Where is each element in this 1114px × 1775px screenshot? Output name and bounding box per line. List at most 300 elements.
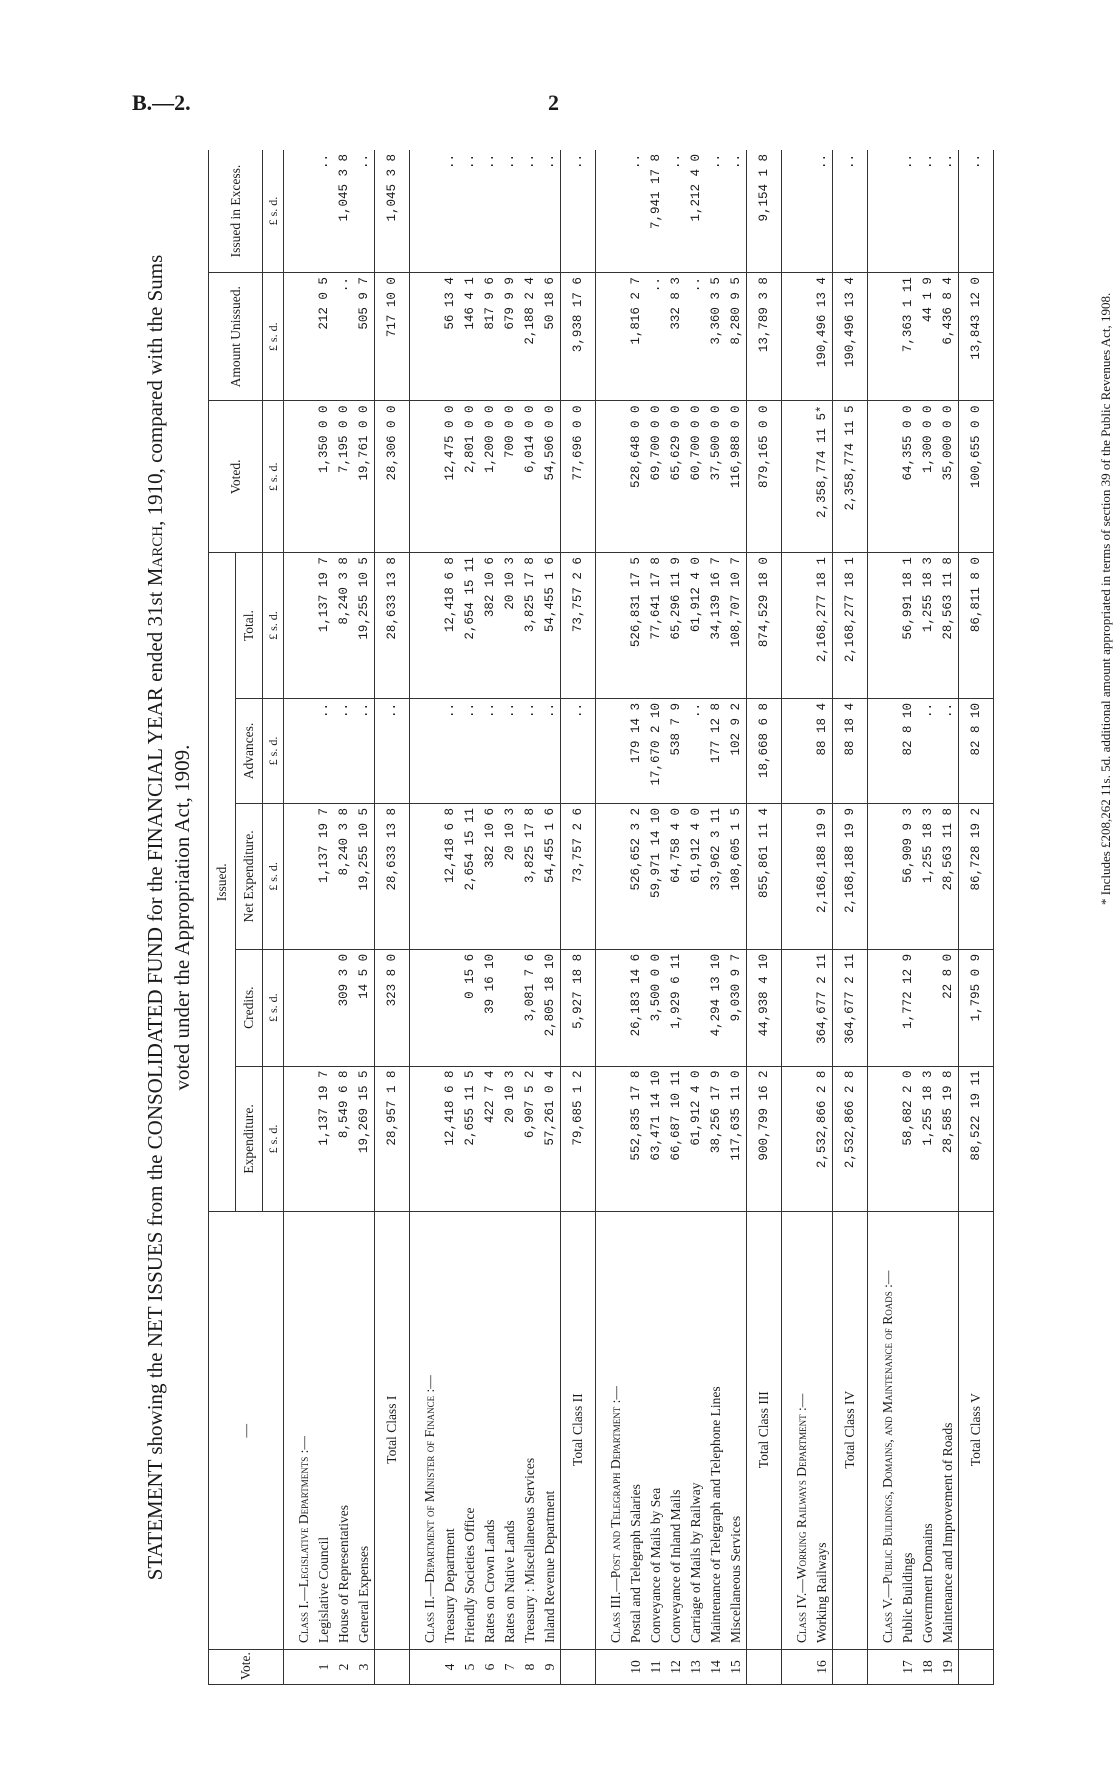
spacer-cell <box>782 150 793 273</box>
total-adv: 18,668 6 8 <box>747 698 782 803</box>
item-description: Friendly Societies Office <box>460 1212 480 1650</box>
amount-cell <box>792 150 812 273</box>
amount-adv: 88 18 4 <box>812 698 833 803</box>
spacer-cell <box>410 1650 421 1685</box>
amount-un: .. <box>646 273 666 401</box>
amount-exp: 57,261 0 4 <box>540 1066 561 1212</box>
item-description: Treasury : Miscellaneous Services <box>520 1212 540 1650</box>
spacer-cell <box>782 1650 793 1685</box>
amount-cell <box>878 553 898 699</box>
amount-exp: 20 10 3 <box>500 1066 520 1212</box>
spacer-cell <box>284 804 295 950</box>
amount-voted: 1,200 0 0 <box>480 401 500 553</box>
amount-cell <box>792 401 812 553</box>
vote-cell <box>959 1650 994 1685</box>
total-net: 73,757 2 6 <box>561 804 596 950</box>
amount-voted: 37,500 0 0 <box>706 401 726 553</box>
vote-number: 10 <box>626 1650 646 1685</box>
amount-exp: 8,549 6 8 <box>334 1066 354 1212</box>
unit-label: £ s. d. <box>263 1066 284 1212</box>
amount-adv: .. <box>440 698 460 803</box>
total-adv: .. <box>375 698 410 803</box>
amount-cell <box>420 150 440 273</box>
amount-net: 54,455 1 6 <box>540 804 561 950</box>
amount-exp: 19,269 15 5 <box>354 1066 375 1212</box>
amount-cell <box>294 698 314 803</box>
table-row <box>938 150 959 1685</box>
class-heading: Class III.—Post and Telegraph Department :— <box>606 1212 626 1650</box>
unissued-header: Amount Unissued. <box>209 273 263 401</box>
amount-cred <box>686 949 706 1066</box>
spacer-cell <box>868 698 879 803</box>
spacer-cell <box>410 1066 421 1212</box>
amount-cell <box>294 273 314 401</box>
vote-cell <box>878 1650 898 1685</box>
total-label: Total Class III <box>747 1212 782 1650</box>
spacer-cell <box>284 401 295 553</box>
table-row <box>918 150 938 1685</box>
amount-tot: 20 10 3 <box>500 553 520 699</box>
table-row <box>334 150 354 1685</box>
table-row <box>646 150 666 1685</box>
spacer-cell <box>596 553 607 699</box>
amount-exc: .. <box>314 150 334 273</box>
class-heading-row <box>294 150 314 1685</box>
statement-title: STATEMENT showing the NET ISSUES from the CONSOLIDATED FUND for the FINANCIAL YEAR ended 31st March, 1910, compared with the Sums voted under the Appropriation Act, 1909. <box>142 150 196 1685</box>
amount-un: 212 0 5 <box>314 273 334 401</box>
amount-exc: .. <box>540 150 561 273</box>
amount-exc: .. <box>898 150 918 273</box>
amount-tot: 2,654 15 11 <box>460 553 480 699</box>
spacer-cell <box>868 150 879 273</box>
spacer-cell <box>596 273 607 401</box>
spacer-cell <box>410 698 421 803</box>
total-header: Total. <box>236 553 263 699</box>
table-row <box>812 150 833 1685</box>
amount-cell <box>792 273 812 401</box>
class-heading: Class IV.—Working Railways Department :— <box>792 1212 812 1650</box>
amount-exc: 1,212 4 0 <box>686 150 706 273</box>
spacer-cell <box>284 150 295 273</box>
amount-cell <box>420 401 440 553</box>
amount-cred: 9,030 9 7 <box>726 949 747 1066</box>
amount-exp: 422 7 4 <box>480 1066 500 1212</box>
credits-header: Credits. <box>236 949 263 1066</box>
amount-cell <box>792 553 812 699</box>
amount-un: 505 9 7 <box>354 273 375 401</box>
amount-net: 108,605 1 5 <box>726 804 747 950</box>
amount-tot: 54,455 1 6 <box>540 553 561 699</box>
amount-net: 1,255 18 3 <box>918 804 938 950</box>
amount-adv: 177 12 8 <box>706 698 726 803</box>
spacer-cell <box>782 401 793 553</box>
amount-net: 61,912 4 0 <box>686 804 706 950</box>
vote-number: 1 <box>314 1650 334 1685</box>
vote-cell <box>792 1650 812 1685</box>
amount-exp: 1,137 19 7 <box>314 1066 334 1212</box>
amount-exp: 2,532,866 2 8 <box>812 1066 833 1212</box>
total-label: Total Class I <box>375 1212 410 1650</box>
total-tot: 73,757 2 6 <box>561 553 596 699</box>
amount-exc: .. <box>938 150 959 273</box>
spacer-cell <box>596 401 607 553</box>
amount-cred <box>440 949 460 1066</box>
amount-adv: .. <box>354 698 375 803</box>
amount-net: 12,418 6 8 <box>440 804 460 950</box>
spacer-cell <box>410 553 421 699</box>
amount-voted: 116,988 0 0 <box>726 401 747 553</box>
amount-voted: 65,629 0 0 <box>666 401 686 553</box>
table-row <box>314 150 334 1685</box>
total-exc: 9,154 1 8 <box>747 150 782 273</box>
spacer-cell <box>868 273 879 401</box>
total-cred: 1,795 0 9 <box>959 949 994 1066</box>
table-row <box>666 150 686 1685</box>
total-exp: 900,799 16 2 <box>747 1066 782 1212</box>
amount-cred: 0 15 6 <box>460 949 480 1066</box>
table-row <box>460 150 480 1685</box>
amount-net: 382 10 6 <box>480 804 500 950</box>
amount-cell <box>420 698 440 803</box>
spacer-cell <box>868 1650 879 1685</box>
amount-exc: .. <box>726 150 747 273</box>
vote-number: 19 <box>938 1650 959 1685</box>
item-description: Working Railways <box>812 1212 833 1650</box>
amount-tot: 12,418 6 8 <box>440 553 460 699</box>
spacer-cell <box>410 804 421 950</box>
spacer-cell <box>284 698 295 803</box>
amount-tot: 34,139 16 7 <box>706 553 726 699</box>
amount-cred <box>500 949 520 1066</box>
amount-voted: 60,700 0 0 <box>686 401 706 553</box>
footnote: * Includes £208,262 11s. 5d. additional amount appropriated in terms of section 39 of the Public Revenues Act, 1908. <box>1098 292 1113 905</box>
spacer-cell <box>284 553 295 699</box>
total-row <box>833 150 868 1685</box>
amount-exp: 6,907 5 2 <box>520 1066 540 1212</box>
amount-cell <box>294 804 314 950</box>
amount-voted: 700 0 0 <box>500 401 520 553</box>
amount-cell <box>294 553 314 699</box>
unit-label: £ s. d. <box>263 949 284 1066</box>
amount-cred: 39 16 10 <box>480 949 500 1066</box>
amount-adv: 102 9 2 <box>726 698 747 803</box>
vote-cell <box>561 1650 596 1685</box>
amount-adv: .. <box>480 698 500 803</box>
amount-cell <box>294 1066 314 1212</box>
amount-cell <box>606 401 626 553</box>
amount-net: 1,137 19 7 <box>314 804 334 950</box>
item-description: Carriage of Mails by Railway <box>686 1212 706 1650</box>
amount-tot: 77,641 17 8 <box>646 553 666 699</box>
class-heading-row <box>792 150 812 1685</box>
amount-cred: 14 5 0 <box>354 949 375 1066</box>
vote-number: 6 <box>480 1650 500 1685</box>
spacer-cell <box>410 401 421 553</box>
amount-un: 1,816 2 7 <box>626 273 646 401</box>
amount-net: 59,971 14 10 <box>646 804 666 950</box>
amount-un: 56 13 4 <box>440 273 460 401</box>
item-description: Rates on Crown Lands <box>480 1212 500 1650</box>
table-row <box>440 150 460 1685</box>
amount-cred <box>314 949 334 1066</box>
amount-cred: 3,500 0 0 <box>646 949 666 1066</box>
advances-header: Advances. <box>236 698 263 803</box>
amount-cell <box>878 698 898 803</box>
total-tot: 874,529 18 0 <box>747 553 782 699</box>
vote-number: 5 <box>460 1650 480 1685</box>
spacer-cell <box>410 1212 421 1650</box>
amount-net: 64,758 4 0 <box>666 804 686 950</box>
spacer-cell <box>782 698 793 803</box>
amount-voted: 528,648 0 0 <box>626 401 646 553</box>
total-un: 13,789 3 8 <box>747 273 782 401</box>
amount-exp: 12,418 6 8 <box>440 1066 460 1212</box>
net-expenditure-header: Net Expenditure. <box>236 804 263 950</box>
amount-exp: 63,471 14 10 <box>646 1066 666 1212</box>
spacer-cell <box>782 949 793 1066</box>
total-exp: 28,957 1 8 <box>375 1066 410 1212</box>
table-row <box>626 150 646 1685</box>
amount-cell <box>420 1066 440 1212</box>
total-exc: .. <box>833 150 868 273</box>
spacer-cell <box>868 1066 879 1212</box>
amount-un: 44 1 9 <box>918 273 938 401</box>
table-row <box>540 150 561 1685</box>
amount-exp: 1,255 18 3 <box>918 1066 938 1212</box>
total-un: 3,938 17 6 <box>561 273 596 401</box>
item-description: Maintenance and Improvement of Roads <box>938 1212 959 1650</box>
amount-exc: .. <box>354 150 375 273</box>
table-row <box>520 150 540 1685</box>
amount-voted: 1,300 0 0 <box>918 401 938 553</box>
amount-exp: 58,682 2 0 <box>898 1066 918 1212</box>
amount-cell <box>294 949 314 1066</box>
amount-cell <box>878 401 898 553</box>
class-heading-row <box>878 150 898 1685</box>
amount-voted: 1,350 0 0 <box>314 401 334 553</box>
amount-un: 679 9 9 <box>500 273 520 401</box>
total-exp: 2,532,866 2 8 <box>833 1066 868 1212</box>
amount-exc: 7,941 17 8 <box>646 150 666 273</box>
total-tot: 86,811 8 0 <box>959 553 994 699</box>
total-row <box>375 150 410 1685</box>
amount-voted: 7,195 0 0 <box>334 401 354 553</box>
spacer-cell <box>868 401 879 553</box>
amount-tot: 1,255 18 3 <box>918 553 938 699</box>
item-description: Public Buildings <box>898 1212 918 1650</box>
table-row <box>726 150 747 1685</box>
amount-voted: 2,358,774 11 5* <box>812 401 833 553</box>
amount-cell <box>606 150 626 273</box>
amount-exc: .. <box>460 150 480 273</box>
spacer-row <box>782 150 793 1685</box>
amount-exc: .. <box>440 150 460 273</box>
total-adv: .. <box>561 698 596 803</box>
excess-header: Issued in Excess. <box>209 150 263 273</box>
amount-cell <box>878 1066 898 1212</box>
total-voted: 879,165 0 0 <box>747 401 782 553</box>
vote-number: 15 <box>726 1650 747 1685</box>
vote-cell <box>747 1650 782 1685</box>
amount-exc: .. <box>480 150 500 273</box>
spacer-cell <box>596 1066 607 1212</box>
issues-table <box>208 150 994 1685</box>
spacer-cell <box>284 1212 295 1650</box>
total-row <box>561 150 596 1685</box>
item-description: Postal and Telegraph Salaries <box>626 1212 646 1650</box>
total-exc: .. <box>959 150 994 273</box>
item-description: Treasury Department <box>440 1212 460 1650</box>
amount-cell <box>792 698 812 803</box>
amount-adv: .. <box>918 698 938 803</box>
amount-voted: 2,801 0 0 <box>460 401 480 553</box>
amount-cred: 3,081 7 6 <box>520 949 540 1066</box>
total-row <box>747 150 782 1685</box>
table-row <box>480 150 500 1685</box>
total-voted: 2,358,774 11 5 <box>833 401 868 553</box>
amount-exc: 1,045 3 8 <box>334 150 354 273</box>
amount-cell <box>294 401 314 553</box>
amount-tot: 382 10 6 <box>480 553 500 699</box>
amount-cell <box>420 804 440 950</box>
spacer-cell <box>284 1066 295 1212</box>
spacer-cell <box>596 1212 607 1650</box>
table-row <box>898 150 918 1685</box>
amount-un: 3,360 3 5 <box>706 273 726 401</box>
amount-net: 28,563 11 8 <box>938 804 959 950</box>
spacer-row <box>284 150 295 1685</box>
item-description: Government Domains <box>918 1212 938 1650</box>
table-row <box>686 150 706 1685</box>
unit-label: £ s. d. <box>263 273 284 401</box>
total-voted: 28,306 0 0 <box>375 401 410 553</box>
vote-cell <box>833 1650 868 1685</box>
expenditure-header: Expenditure. <box>236 1066 263 1212</box>
table-body <box>284 150 994 1685</box>
amount-adv: 179 14 3 <box>626 698 646 803</box>
amount-net: 19,255 10 5 <box>354 804 375 950</box>
amount-tot: 56,991 18 1 <box>898 553 918 699</box>
vote-number: 4 <box>440 1650 460 1685</box>
spacer-row <box>868 150 879 1685</box>
amount-cred: 2,805 18 10 <box>540 949 561 1066</box>
unit-label: £ s. d. <box>263 698 284 803</box>
amount-cred: 309 3 0 <box>334 949 354 1066</box>
spacer-cell <box>868 949 879 1066</box>
spacer-cell <box>868 804 879 950</box>
total-exc: 1,045 3 8 <box>375 150 410 273</box>
amount-voted: 64,355 0 0 <box>898 401 918 553</box>
amount-un: 2,188 2 4 <box>520 273 540 401</box>
amount-net: 526,652 3 2 <box>626 804 646 950</box>
vote-number: 9 <box>540 1650 561 1685</box>
item-description: General Expenses <box>354 1212 375 1650</box>
total-cred: 5,927 18 8 <box>561 949 596 1066</box>
amount-un: 50 18 6 <box>540 273 561 401</box>
spacer-cell <box>596 150 607 273</box>
total-net: 855,861 11 4 <box>747 804 782 950</box>
vote-header: Vote. <box>209 1650 284 1685</box>
page-code: B.—2. <box>132 90 191 115</box>
table-row <box>706 150 726 1685</box>
vote-number: 13 <box>686 1650 706 1685</box>
amount-cred <box>918 949 938 1066</box>
spacer-cell <box>596 804 607 950</box>
amount-net: 33,962 3 11 <box>706 804 726 950</box>
amount-voted: 6,014 0 0 <box>520 401 540 553</box>
total-cred: 364,677 2 11 <box>833 949 868 1066</box>
amount-cred: 1,772 12 9 <box>898 949 918 1066</box>
amount-adv: .. <box>500 698 520 803</box>
vote-number: 16 <box>812 1650 833 1685</box>
amount-adv: .. <box>520 698 540 803</box>
amount-exc: .. <box>500 150 520 273</box>
amount-un: .. <box>686 273 706 401</box>
amount-voted: 12,475 0 0 <box>440 401 460 553</box>
amount-net: 20 10 3 <box>500 804 520 950</box>
amount-cell <box>420 273 440 401</box>
amount-exp: 28,585 19 8 <box>938 1066 959 1212</box>
spacer-cell <box>868 1212 879 1650</box>
amount-tot: 8,240 3 8 <box>334 553 354 699</box>
amount-tot: 61,912 4 0 <box>686 553 706 699</box>
amount-un: 817 9 6 <box>480 273 500 401</box>
total-un: 13,843 12 0 <box>959 273 994 401</box>
amount-cell <box>606 804 626 950</box>
amount-tot: 65,296 11 9 <box>666 553 686 699</box>
vote-number: 7 <box>500 1650 520 1685</box>
amount-exc: .. <box>666 150 686 273</box>
amount-cell <box>792 1066 812 1212</box>
amount-un: .. <box>334 273 354 401</box>
amount-tot: 3,825 17 8 <box>520 553 540 699</box>
item-description: Maintenance of Telegraph and Telephone Lines <box>706 1212 726 1650</box>
total-label: Total Class II <box>561 1212 596 1650</box>
amount-cell <box>792 949 812 1066</box>
amount-un: 146 4 1 <box>460 273 480 401</box>
amount-adv: .. <box>334 698 354 803</box>
unit-label: £ s. d. <box>263 553 284 699</box>
amount-voted: 69,700 0 0 <box>646 401 666 553</box>
amount-adv: .. <box>460 698 480 803</box>
total-un: 717 10 0 <box>375 273 410 401</box>
total-tot: 28,633 13 8 <box>375 553 410 699</box>
vote-cell <box>420 1650 440 1685</box>
class-heading-row <box>420 150 440 1685</box>
item-description: Miscellaneous Services <box>726 1212 747 1650</box>
amount-net: 3,825 17 8 <box>520 804 540 950</box>
voted-header: Voted. <box>209 401 263 553</box>
unit-label: £ s. d. <box>263 150 284 273</box>
vote-cell <box>294 1650 314 1685</box>
spacer-cell <box>782 804 793 950</box>
table-row <box>500 150 520 1685</box>
amount-tot: 1,137 19 7 <box>314 553 334 699</box>
amount-voted: 35,000 0 0 <box>938 401 959 553</box>
amount-un: 6,436 8 4 <box>938 273 959 401</box>
total-adv: 88 18 4 <box>833 698 868 803</box>
amount-adv: 82 8 10 <box>898 698 918 803</box>
amount-cell <box>420 553 440 699</box>
total-un: 190,496 13 4 <box>833 273 868 401</box>
unit-label: £ s. d. <box>263 804 284 950</box>
amount-cred: 22 8 0 <box>938 949 959 1066</box>
spacer-cell <box>868 553 879 699</box>
vote-number: 12 <box>666 1650 686 1685</box>
item-description: Conveyance of Mails by Sea <box>646 1212 666 1650</box>
amount-net: 2,168,188 19 9 <box>812 804 833 950</box>
amount-voted: 54,506 0 0 <box>540 401 561 553</box>
